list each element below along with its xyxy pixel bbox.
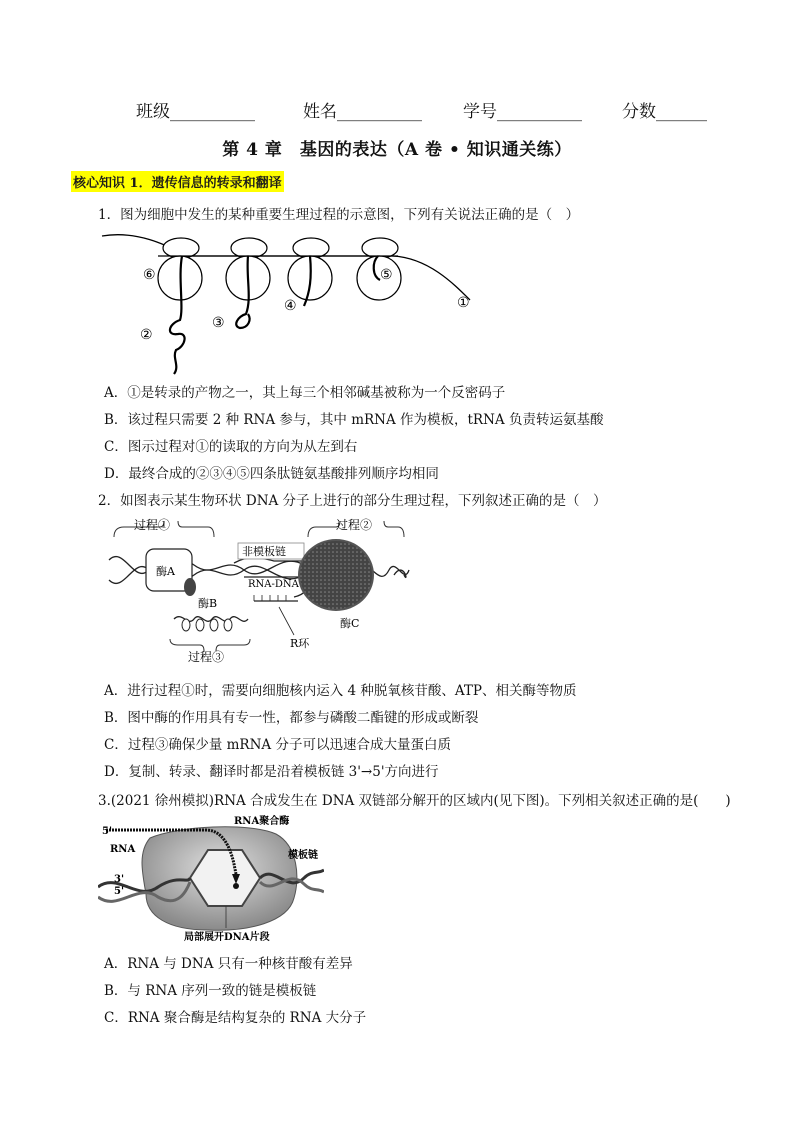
label-rna-dna: RNA-DNA [248,579,299,590]
q1-option-a[interactable]: A．①是转录的产物之一，其上每三个相邻碱基被称为一个反密码子 [104,385,506,401]
class-field[interactable]: 班级__________ [136,102,255,122]
label-r-loop: R环 [290,637,310,650]
label-unwound-dna: 局部展开DNA片段 [184,932,270,943]
section-heading: 核心知识 1．遗传信息的转录和翻译 [71,171,284,192]
label-enzyme-a: 酶A [156,565,175,578]
label-process-1: 过程① [134,518,171,532]
label-3-prime: 3' [114,874,125,885]
name-field[interactable]: 姓名__________ [303,102,422,122]
student-id-field[interactable]: 学号__________ [463,102,582,122]
label-rna: RNA [110,844,136,855]
question-1-stem: 1．图为细胞中发生的某种重要生理过程的示意图，下列有关说法正确的是（ ） [98,207,580,223]
question-1-figure [98,228,488,376]
label-enzyme-c: 酶C [340,617,360,630]
question-2-stem: 2．如图表示某生物环状 DNA 分子上进行的部分生理过程，下列叙述正确的是（ ） [98,493,607,509]
question-3-stem: 3.(2021 徐州模拟)RNA 合成发生在 DNA 双链部分解开的区域内(见下图)。下列相关叙述正确的是( ) [98,793,731,809]
label-non-template-strand: 非模板链 [242,545,286,558]
q1-option-d[interactable]: D．最终合成的②③④⑤四条肽链氨基酸排列顺序均相同 [104,466,439,482]
q3-option-c[interactable]: C．RNA 聚合酶是结构复杂的 RNA 大分子 [104,1010,367,1026]
label-process-3: 过程③ [188,650,225,664]
label-5-prime-rna: 5' [102,826,113,837]
question-3-figure [98,812,324,944]
q3-option-b[interactable]: B．与 RNA 序列一致的链是模板链 [104,983,317,999]
label-2: ② [140,327,153,343]
label-4: ④ [284,298,297,314]
label-5: ⑤ [380,267,393,283]
page-title: 第 4 章 基因的表达（A 卷 • 知识通关练） [222,140,572,160]
label-template-strand: 模板链 [288,850,318,861]
label-3: ③ [212,315,225,331]
label-5-prime-dna: 5' [114,886,125,897]
q3-option-a[interactable]: A．RNA 与 DNA 只有一种核苷酸有差异 [104,956,353,972]
q1-option-b[interactable]: B．该过程只需要 2 种 RNA 参与，其中 mRNA 作为模板，tRNA 负责转运氨基酸 [104,412,604,428]
q2-option-a[interactable]: A．进行过程①时，需要向细胞核内运入 4 种脱氧核苷酸、ATP、相关酶等物质 [104,683,577,699]
label-process-2: 过程② [336,518,373,532]
label-1: ① [457,295,470,311]
q2-option-c[interactable]: C．过程③确保少量 mRNA 分子可以迅速合成大量蛋白质 [104,737,451,753]
score-field[interactable]: 分数______ [622,102,707,122]
question-2-figure [104,515,410,665]
label-enzyme-b: 酶B [198,597,218,610]
label-rna-polymerase: RNA聚合酶 [234,816,290,827]
q2-option-d[interactable]: D．复制、转录、翻译时都是沿着模板链 3'→5'方向进行 [104,764,439,780]
q1-option-c[interactable]: C．图示过程对①的读取的方向为从左到右 [104,439,358,455]
q2-option-b[interactable]: B．图中酶的作用具有专一性，都参与磷酸二酯键的形成或断裂 [104,710,479,726]
label-6: ⑥ [143,267,156,283]
